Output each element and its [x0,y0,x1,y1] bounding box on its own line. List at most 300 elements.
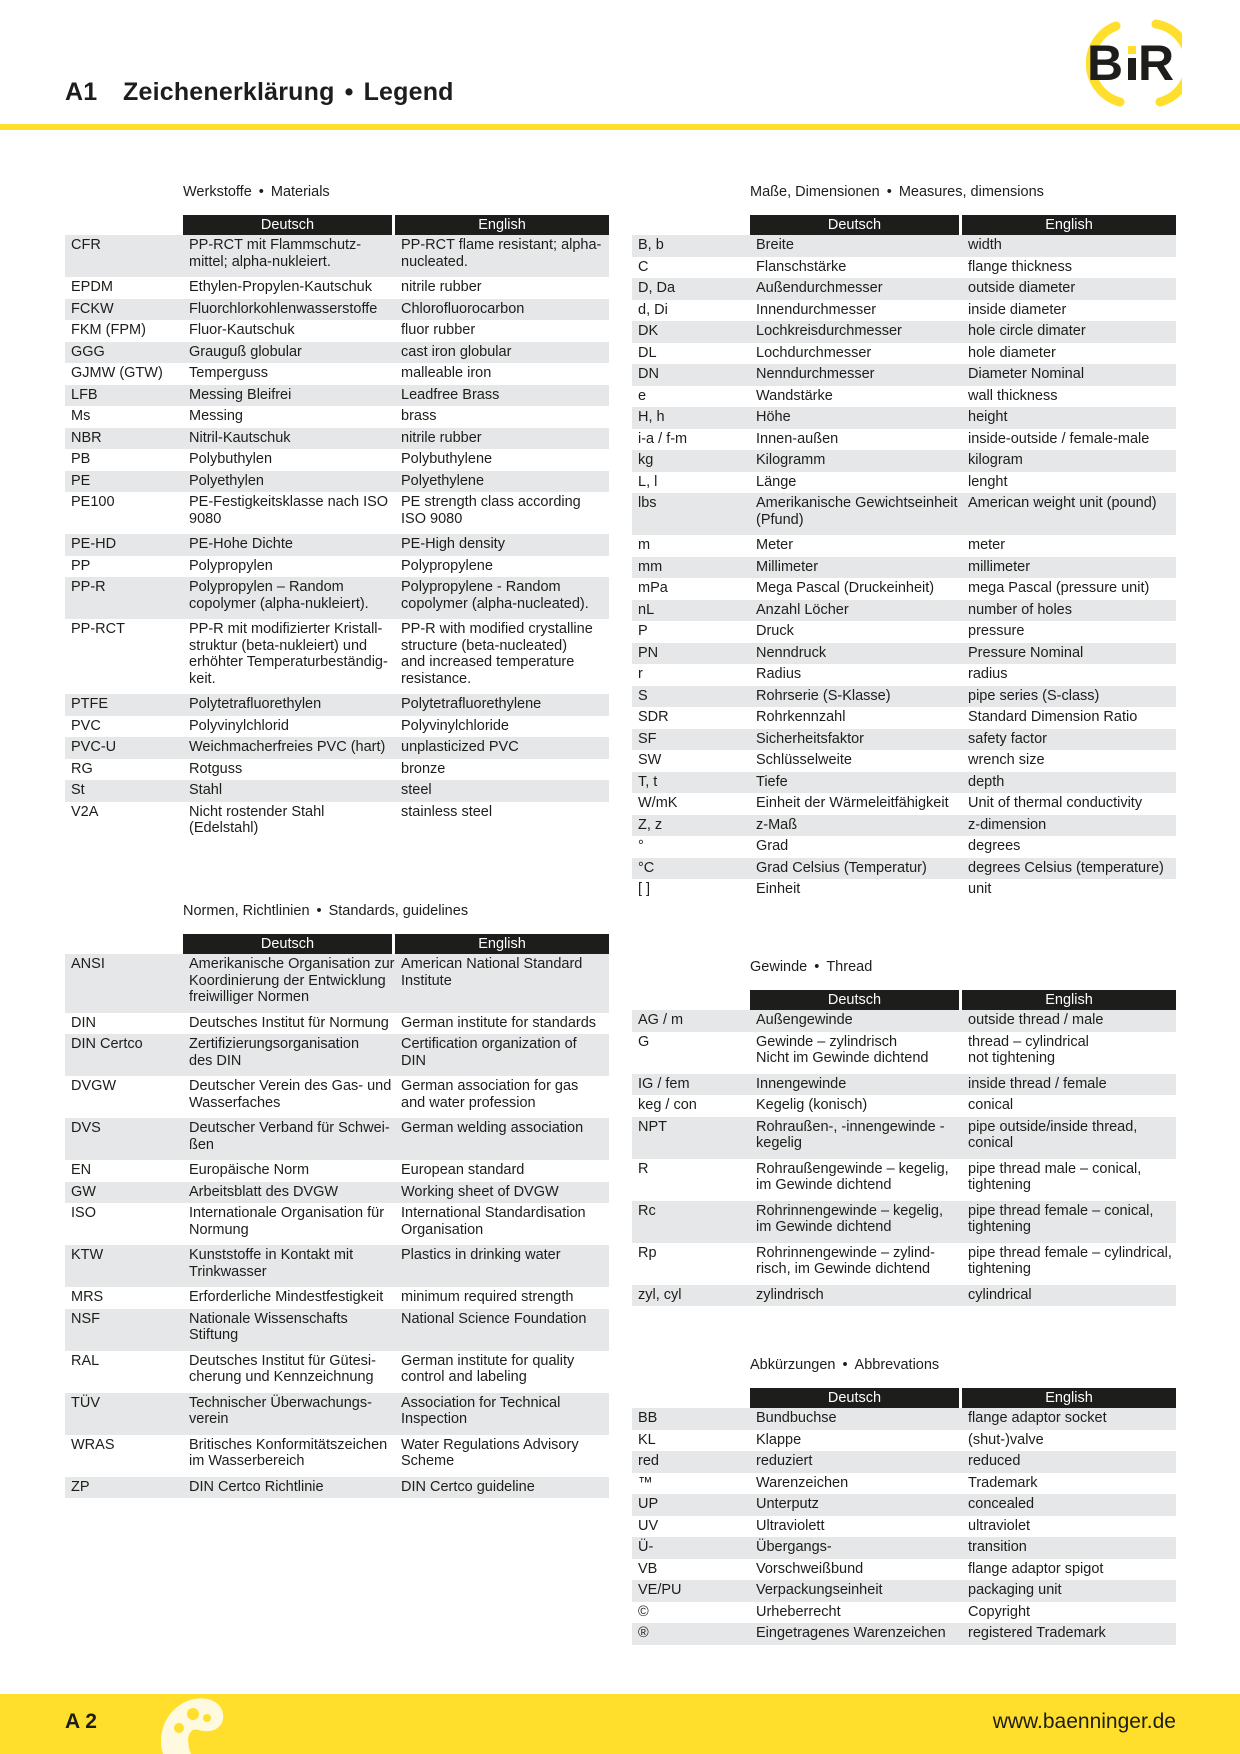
english-cell: nitrile rubber [401,279,482,295]
abbreviation-cell: P [638,623,648,639]
table-row [632,858,1176,880]
english-cell: inside-outside / female-male [968,430,1150,447]
abbreviation-cell: RAL [71,1352,100,1369]
german-cell: Polypropylen – Random copolymer (alpha-nukleiert). [183,577,395,619]
abbreviation-cell: GJMW (GTW) [71,365,163,381]
abbreviation-cell: PE [65,471,183,493]
footer-decoration [155,1694,225,1754]
german-cell: Amerikanische Gewichtseinheit (Pfund) [750,493,962,535]
german-cell: Polyethylen [183,471,395,493]
abbreviation-cell: DVGW [71,1078,117,1094]
german-cell: Fluorchlorkohlenwasserstoffe [183,299,395,321]
english-cell: cast iron globular [395,342,609,364]
german-cell: Nenndruck [750,643,962,665]
col-header-deutsch: Deutsch [183,934,395,954]
title-de: Zeichenerklärung [123,78,335,106]
german-cell: Erforderliche Mindestfestigkeit [189,1289,384,1305]
english-cell: Water Regulations Advisory Scheme [401,1436,579,1469]
title-en: Legend [363,78,454,106]
table-row [632,664,1176,686]
abbreviation-cell: PE-HD [65,534,183,556]
german-cell: Deutsches Institut für Gütesi- cherung und Kennzeichnung [189,1352,376,1385]
table-row [632,1580,1176,1602]
thread-section [632,959,1176,1306]
german-cell: Rohraußengewinde – kegelig, im Gewinde dichtend [756,1160,949,1193]
german-cell: Kilogramm [750,450,962,472]
abbreviation-cell: kg [632,450,750,472]
english-cell: transition [962,1537,1176,1559]
german-cell: PP-RCT mit Flammschutz- mittel; alpha-nukleiert. [183,235,395,277]
table-row [65,954,609,1013]
thread-table [632,990,1176,1306]
german-cell: Mega Pascal (Druckeinheit) [756,580,935,596]
abbreviation-cell: C [638,258,649,275]
abbreviation-cell: H, h [632,407,750,429]
german-cell: Innen-außen [756,430,839,447]
english-cell: pipe series (S-class) [962,686,1176,708]
german-cell: Kunststoffe in Kontakt mit Trinkwasser [183,1245,395,1287]
german-cell: Außengewinde [750,1010,962,1032]
german-cell: Warenzeichen [756,1474,849,1491]
abbreviation-cell: i-a / f-m [638,430,688,447]
abbreviation-cell: AG / m [632,1010,750,1032]
abbreviation-cell: EPDM [71,279,113,295]
table-row [632,1408,1176,1430]
abbreviation-cell: lbs [632,493,750,535]
table-row [65,235,609,277]
abbreviation-cell: d, Di [638,301,668,318]
table-row [632,836,1176,858]
english-cell: outside thread / male [962,1010,1176,1032]
table-row [65,449,609,471]
abbreviation-cell: DVS [65,1118,183,1160]
german-cell: reduziert [750,1451,962,1473]
table-row [632,1494,1176,1516]
table-row [632,493,1176,535]
german-cell: Europäische Norm [189,1162,310,1178]
english-cell: Association for Technical Inspection [395,1393,609,1435]
svg-text:R: R [1138,35,1175,91]
german-cell: Messing [189,408,243,424]
german-cell: Rohrkennzahl [756,709,846,725]
english-cell: degrees Celsius (temperature) [962,858,1176,880]
abbreviations-section [632,1357,1176,1645]
english-cell: depth [962,772,1176,794]
table-row [632,300,1176,322]
table-row [632,1159,1176,1201]
table-row [632,1074,1176,1096]
german-cell: Urheberrecht [756,1603,841,1620]
abbreviation-cell: red [632,1451,750,1473]
english-cell: Plastics in drinking water [395,1245,609,1287]
abbreviation-cell: UV [638,1517,659,1534]
materials-table [65,215,609,844]
english-cell: International Standardisation Organisation [401,1205,586,1238]
abbreviation-cell: ® [632,1623,750,1645]
abbreviation-cell: nL [632,600,750,622]
english-cell: z-dimension [962,815,1176,837]
materials-section [65,184,609,844]
german-cell: Polypropylen [189,557,273,574]
table-row [632,1602,1176,1624]
german-cell: Druck [756,623,794,639]
abbreviations-heading: Abkürzungen • Abbrevations [750,1357,940,1373]
english-cell: Polytetrafluorethylene [395,694,609,716]
abbreviation-cell: BB [632,1408,750,1430]
table-row [65,802,609,844]
english-cell: Chlorofluorocarbon [395,299,609,321]
company-logo [1086,18,1182,108]
abbreviation-cell: RG [71,760,93,777]
abbreviation-cell: °C [632,858,750,880]
abbreviation-cell: CFR [65,235,183,277]
table-row [65,1245,609,1287]
abbreviation-cell: S [632,686,750,708]
english-cell: packaging unit [962,1580,1176,1602]
english-cell: Leadfree Brass [395,385,609,407]
table-row [65,577,609,619]
col-header-deutsch: Deutsch [750,990,962,1010]
table-row [632,1430,1176,1452]
english-cell: minimum required strength [401,1289,574,1305]
german-cell: Breite [750,235,962,257]
german-cell: Schlüsselweite [756,752,852,768]
german-cell: Zertifizierungsorganisation des DIN [183,1034,395,1076]
german-cell: Gewinde – zylindrisch Nicht im Gewinde dichtend [756,1033,929,1066]
german-cell: Eingetragenes Warenzeichen [750,1623,962,1645]
english-cell: registered Trademark [962,1623,1176,1645]
standards-section [65,903,609,1498]
abbreviation-cell: LFB [65,385,183,407]
german-cell: Rohrserie (S-Klasse) [750,686,962,708]
abbreviation-cell: Z, z [632,815,750,837]
website-url[interactable]: www.baenninger.de [992,1710,1176,1733]
table-row [65,780,609,802]
abbreviation-cell: G [638,1033,650,1050]
table-row [632,621,1176,643]
german-cell: Klappe [756,1431,802,1448]
table-row [65,1435,609,1477]
english-cell: radius [968,666,1008,682]
english-cell: ultraviolet [968,1517,1031,1534]
table-row [632,686,1176,708]
table-row [65,428,609,450]
svg-text:B: B [1087,35,1124,91]
german-cell: Innengewinde [750,1074,962,1096]
german-cell: Rotguss [189,760,243,777]
english-cell: kilogram [962,450,1176,472]
table-row [65,471,609,493]
table-row [65,1393,609,1435]
english-cell: DIN Certco guideline [395,1477,609,1499]
german-cell: Weichmacherfreies PVC (hart) [183,737,395,759]
german-cell: Messing Bleifrei [183,385,395,407]
german-cell: Fluor-Kautschuk [189,322,295,338]
table-row [65,1013,609,1035]
table-row [632,364,1176,386]
table-row [65,1477,609,1499]
english-cell: European standard [401,1162,525,1178]
table-row [632,278,1176,300]
table-row [65,694,609,716]
table-row [65,1309,609,1351]
english-cell: brass [401,408,437,424]
german-cell: Nenndurchmesser [750,364,962,386]
english-cell: pipe thread female – cylindrical, tightening [968,1244,1172,1277]
german-cell: Polytetrafluorethylen [183,694,395,716]
german-cell: zylindrisch [750,1285,962,1307]
english-cell: pipe thread female – conical, tightening [962,1201,1176,1243]
german-cell: Kegelig (konisch) [756,1097,868,1113]
german-cell: Wandstärke [756,387,833,404]
german-cell: Nationale Wissenschafts Stiftung [183,1309,395,1351]
german-cell: Temperguss [189,365,268,381]
table-row [632,535,1176,557]
abbreviation-cell: Rc [632,1201,750,1243]
table-row [632,879,1176,901]
english-cell: concealed [962,1494,1176,1516]
english-cell: thread – cylindrical not tightening [968,1033,1089,1066]
english-cell: pressure [968,623,1025,639]
measures-section [632,184,1176,901]
table-row [632,1243,1176,1285]
english-cell: PP-RCT flame resistant; alpha- nucleated. [395,235,609,277]
english-cell: steel [395,780,609,802]
abbreviation-cell: PTFE [65,694,183,716]
german-cell: Übergangs- [750,1537,962,1559]
german-cell: Bundbuchse [750,1408,962,1430]
title-separator: • [344,78,354,106]
abbreviation-cell: PVC-U [65,737,183,759]
abbreviation-cell: GW [65,1182,183,1204]
german-cell: Polybuthylen [189,451,273,467]
english-cell: stainless steel [401,803,493,820]
abbreviation-cell: EN [71,1162,92,1178]
english-cell: reduced [962,1451,1176,1473]
english-cell: millimeter [962,557,1176,579]
table-row [632,407,1176,429]
german-cell: Polyvinylchlorid [189,717,289,734]
abbreviation-cell: MRS [71,1289,104,1305]
english-cell: Polybuthylene [401,451,493,467]
abbreviation-cell: ™ [638,1474,653,1491]
english-cell: flange thickness [968,258,1072,275]
abbreviation-cell: ZP [65,1477,183,1499]
english-cell: meter [968,537,1006,553]
table-row [632,793,1176,815]
english-cell: Working sheet of DVGW [395,1182,609,1204]
english-cell: degrees [968,838,1021,854]
table-row [65,716,609,738]
german-cell: Deutsches Institut für Normung [189,1014,389,1031]
german-cell: Deutscher Verein des Gas- und Wasserfaches [189,1078,392,1111]
table-row [632,429,1176,451]
german-cell: Internationale Organisation für Normung [189,1205,385,1238]
col-header-deutsch: Deutsch [183,215,395,235]
english-cell: hole diameter [968,344,1056,361]
table-row [65,1203,609,1245]
abbreviation-cell: PP-R [65,577,183,619]
table-row [65,1076,609,1118]
abbreviation-cell: WRAS [71,1436,115,1453]
abbreviation-cell: St [65,780,183,802]
english-cell: German institute for standards [401,1014,597,1031]
abbreviation-cell: SF [632,729,750,751]
abbreviation-cell: m [638,537,651,553]
table-row [65,1160,609,1182]
english-cell: conical [968,1097,1014,1113]
english-cell: flange adaptor spigot [968,1560,1104,1577]
abbreviation-cell: ° [638,838,644,854]
table-row [65,534,609,556]
english-cell: PP-R with modified crystalline structure (beta-nucleated) and increased temperature resistance. [401,621,593,687]
thread-heading: Gewinde • Thread [750,959,873,975]
standards-heading: Normen, Richtlinien • Standards, guidelines [183,903,469,919]
english-cell: nitrile rubber [395,428,609,450]
page-number: A 2 [65,1710,97,1733]
abbreviation-cell: DIN Certco [65,1034,183,1076]
german-cell: Grad [756,838,789,854]
abbreviation-cell: PE100 [71,494,115,510]
german-cell: Stahl [183,780,395,802]
german-cell: Höhe [750,407,962,429]
german-cell: Sicherheitsfaktor [750,729,962,751]
german-cell: Grauguß globular [183,342,395,364]
german-cell: Ultraviolett [756,1517,825,1534]
table-row [632,557,1176,579]
abbreviation-cell: L, l [638,473,658,490]
table-row [65,277,609,299]
english-cell: inside diameter [968,301,1067,318]
table-row [632,729,1176,751]
english-cell: Unit of thermal conductivity [968,795,1143,811]
german-cell: z-Maß [750,815,962,837]
col-header-english: English [962,215,1176,235]
german-cell: Verpackungseinheit [750,1580,962,1602]
table-row [632,1473,1176,1495]
col-header-deutsch: Deutsch [750,1388,962,1408]
german-cell: Anzahl Löcher [750,600,962,622]
table-row [632,1516,1176,1538]
table-row [632,235,1176,257]
abbreviation-cell: keg / con [638,1097,697,1113]
table-row [65,492,609,534]
abbreviation-cell: KL [638,1431,656,1448]
table-row [632,1095,1176,1117]
abbreviation-cell: mm [632,557,750,579]
abbreviation-cell: PN [632,643,750,665]
english-cell: wrench size [968,752,1045,768]
english-cell: Polyethylene [395,471,609,493]
english-cell: pipe thread male – conical, tightening [968,1160,1142,1193]
col-header-english: English [395,215,609,235]
abbreviation-cell: T, t [632,772,750,794]
table-row [65,737,609,759]
measures-heading: Maße, Dimensionen • Measures, dimensions [750,184,1044,200]
abbreviation-cell: FKM (FPM) [71,322,146,338]
abbreviations-table [632,1388,1176,1645]
abbreviation-cell: ISO [71,1205,96,1221]
table-row [632,1285,1176,1307]
table-row [65,1351,609,1393]
german-cell: PE-Festigkeitsklasse nach ISO 9080 [189,494,389,527]
english-cell: width [962,235,1176,257]
col-header-english: English [962,1388,1176,1408]
german-cell: Nitril-Kautschuk [183,428,395,450]
english-cell: height [962,407,1176,429]
abbreviation-cell: SW [638,752,662,768]
german-cell: Länge [756,473,797,490]
table-row [65,759,609,781]
english-cell: Copyright [968,1603,1031,1620]
english-cell: German institute for quality control and labeling [401,1352,575,1385]
german-cell: Technischer Überwachungs- verein [183,1393,395,1435]
abbreviation-cell: © [638,1603,649,1620]
english-cell: Trademark [968,1474,1038,1491]
german-cell: Rohraußen-, -innengewinde - kegelig [750,1117,962,1159]
abbreviation-cell: Ms [71,408,91,424]
german-cell: PP-R mit modifizierter Kristall- struktur (beta-nukleiert) und erhöhter Temperaturbeständig- keit. [189,621,388,687]
english-cell: Certification organization of DIN [395,1034,609,1076]
table-row [632,386,1176,408]
german-cell: Meter [756,537,794,553]
table-row [65,1287,609,1309]
german-cell: Lochkreisdurchmesser [750,321,962,343]
english-cell: fluor rubber [401,322,476,338]
abbreviation-cell: FCKW [65,299,183,321]
abbreviation-cell: PP [71,557,91,574]
german-cell: PE-Hohe Dichte [183,534,395,556]
english-cell: safety factor [962,729,1176,751]
english-cell: Polypropylene - Random copolymer (alpha-nucleated). [395,577,609,619]
table-row [65,299,609,321]
table-row [632,1201,1176,1243]
abbreviation-cell: Rp [638,1244,657,1261]
table-row [632,643,1176,665]
abbreviation-cell: PVC [71,717,101,734]
table-row [65,342,609,364]
abbreviation-cell: GGG [65,342,183,364]
table-row [632,472,1176,494]
german-cell: Radius [756,666,802,682]
table-row [632,1032,1176,1074]
table-row [632,707,1176,729]
english-cell: flange adaptor socket [962,1408,1176,1430]
abbreviation-cell: Ü- [632,1537,750,1559]
english-cell: German welding association [395,1118,609,1160]
abbreviation-cell: TÜV [65,1393,183,1435]
table-row [632,321,1176,343]
table-row [632,1117,1176,1159]
english-cell: lenght [968,473,1008,490]
english-cell: outside diameter [962,278,1176,300]
abbreviation-cell: mPa [638,580,668,596]
table-row [632,1559,1176,1581]
english-cell: wall thickness [968,387,1058,404]
german-cell: DIN Certco Richtlinie [183,1477,395,1499]
section-code: A1 [65,78,98,106]
german-cell: Einheit der Wärmeleitfähigkeit [756,795,949,811]
german-cell: Amerikanische Organisation zur Koordinierung der Entwicklung freiwilliger Normen [183,954,395,1013]
table-row [632,815,1176,837]
abbreviation-cell: DL [638,344,657,361]
abbreviation-cell: PP-RCT [71,621,125,637]
german-cell: Flanschstärke [756,258,847,275]
german-cell: Einheit [756,881,801,897]
table-row [65,556,609,578]
abbreviation-cell: SDR [638,709,669,725]
abbreviation-cell: e [638,387,647,404]
